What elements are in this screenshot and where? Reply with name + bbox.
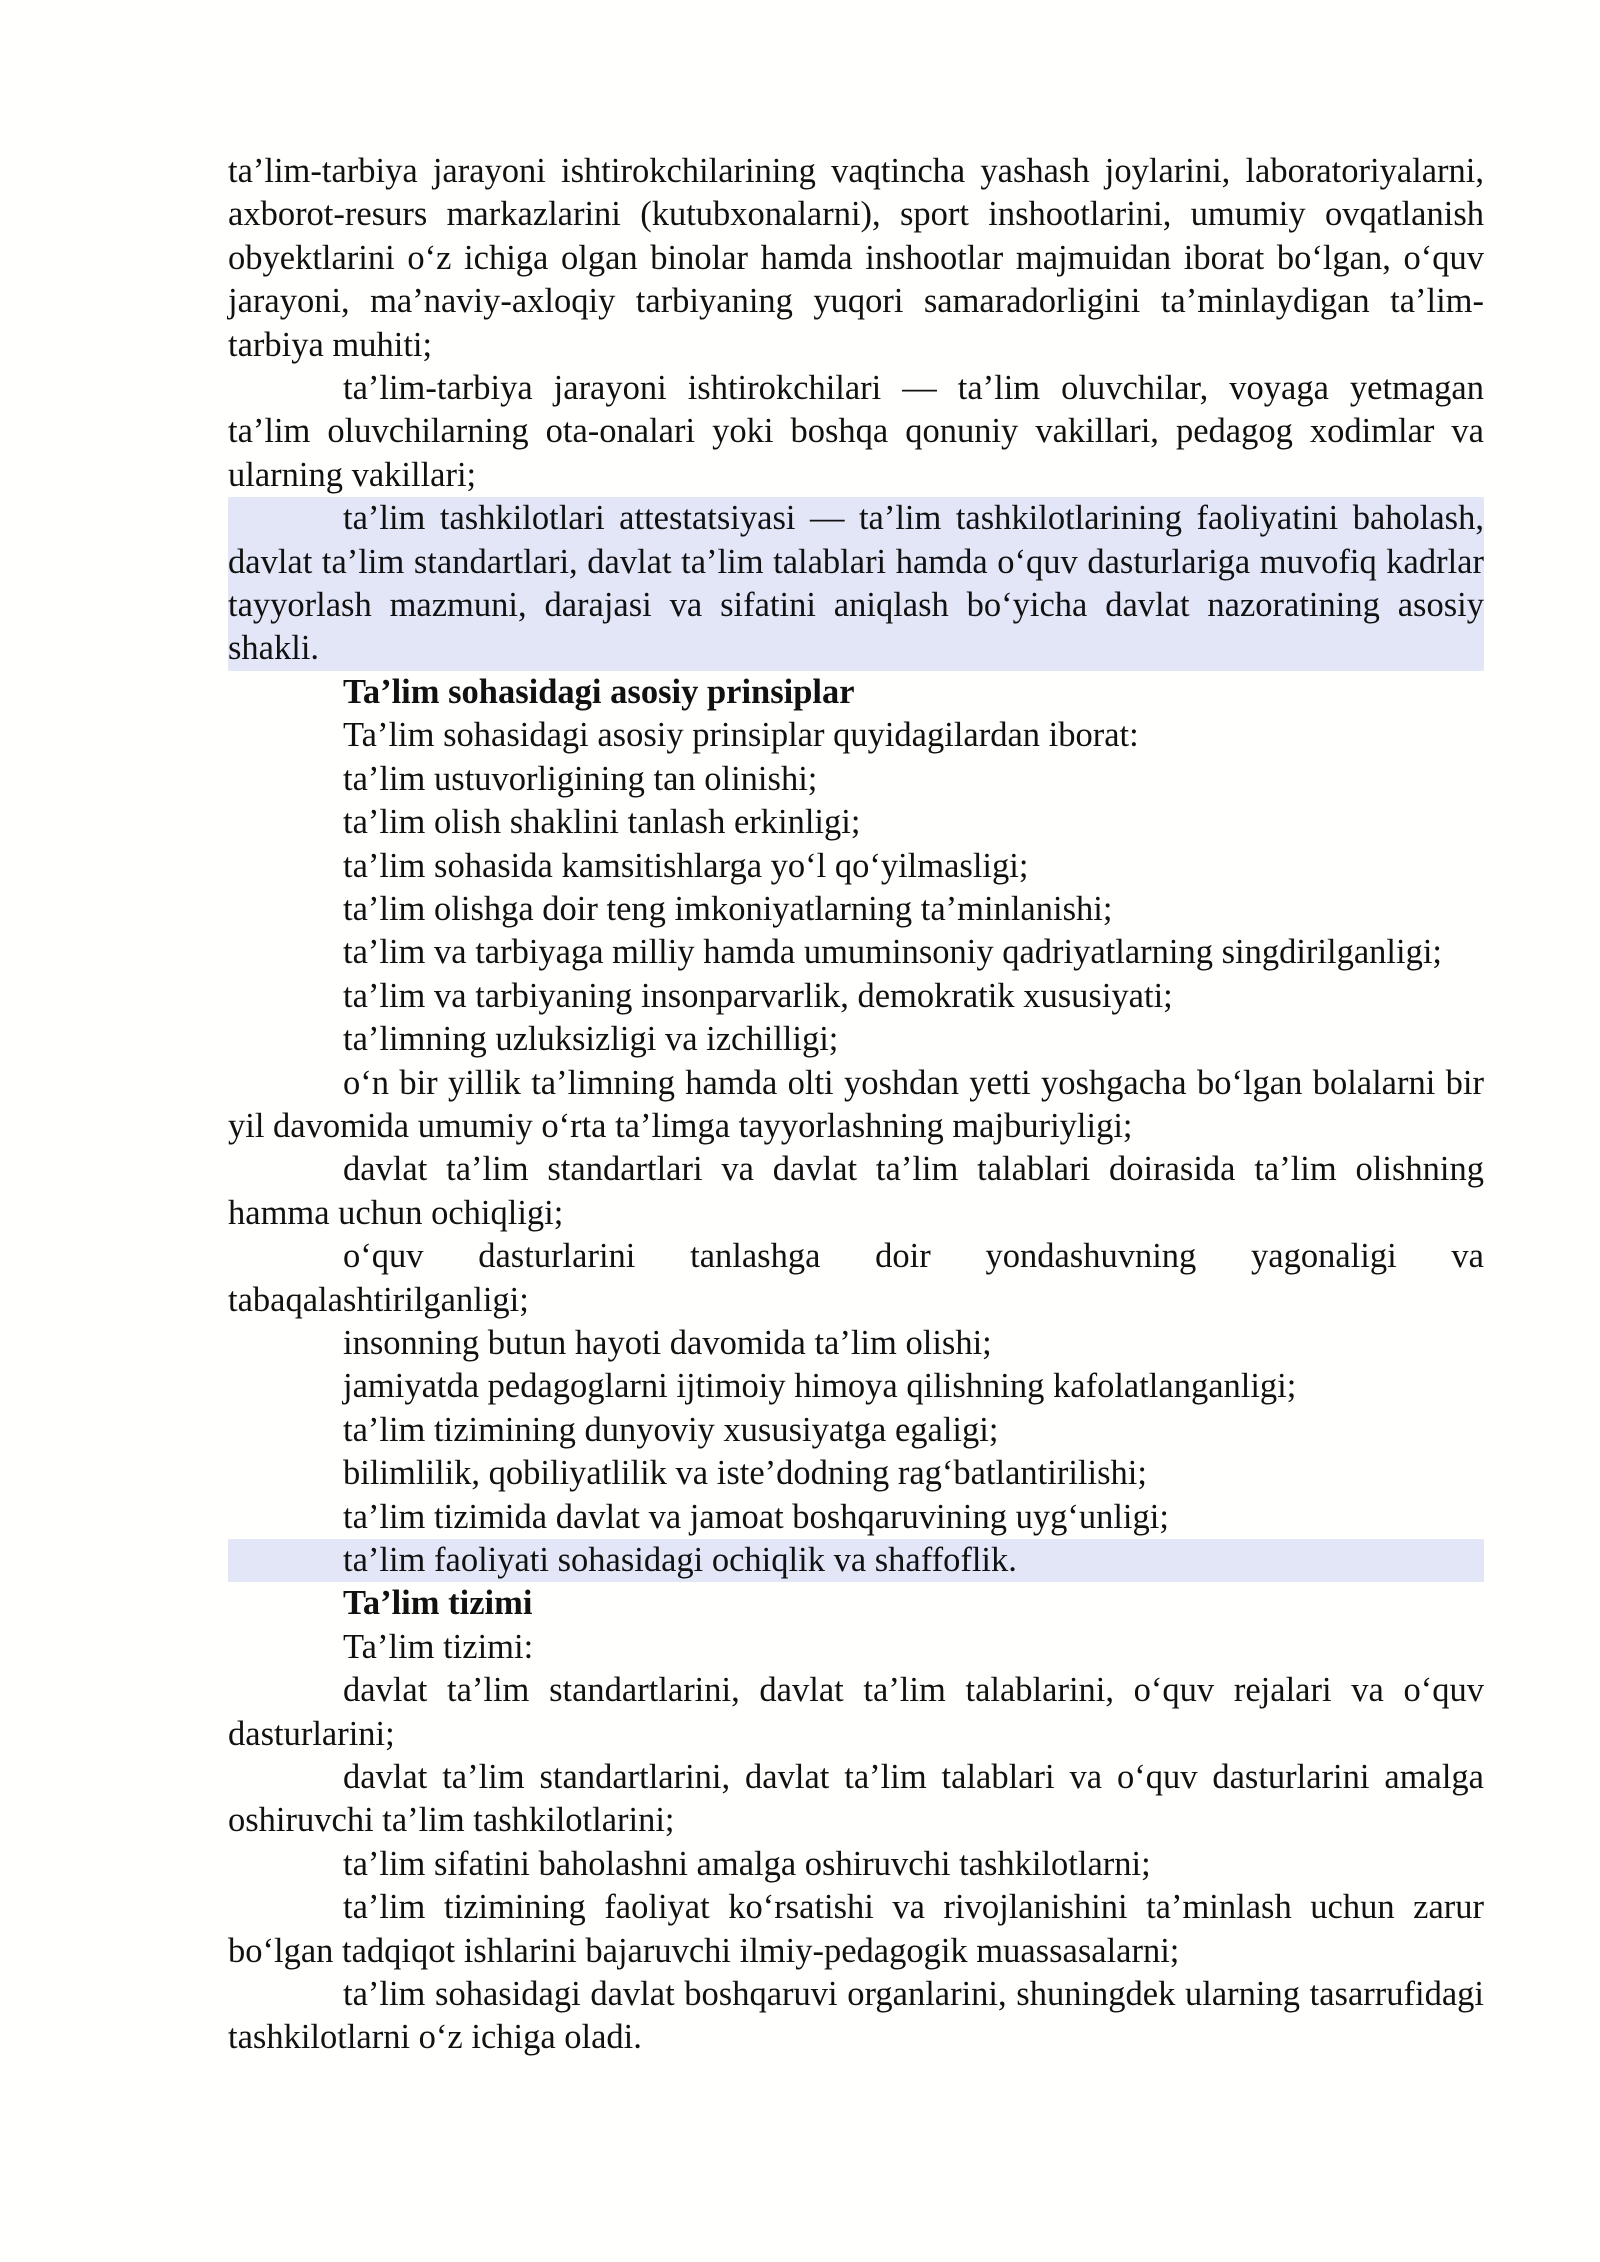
- principle-item: jamiyatda pedagoglarni ijtimoiy himoya qilishning kafolatlanganligi;: [343, 1367, 1297, 1406]
- principle-item: ta’limning uzluksizligi va izchilligi;: [343, 1020, 839, 1059]
- system-item: ta’lim sohasidagi davlat boshqaruvi organlarini, shuningdek ularning tasarrufidagi tashkilotlarni o‘z ichiga oladi.: [228, 1975, 1484, 2057]
- paragraph-system-intro: Ta’lim tizimi:: [343, 1627, 534, 1666]
- system-item: davlat ta’lim standartlarini, davlat ta’lim talablari va o‘quv dasturlarini amalga oshiruvchi ta’lim tashkilotlarini;: [228, 1758, 1484, 1840]
- principle-item: ta’lim olishga doir teng imkoniyatlarning ta’minlanishi;: [343, 889, 1113, 928]
- paragraph-learning-environment: ta’lim-tarbiya jarayoni ishtirokchilarining vaqtincha yashash joylarini, laboratoriyalarni, axborot-resurs markazlarini (kutubxonalarni), sport inshootlarini, umumiy ovqatlanish obyektlarini o‘z ichiga olgan binolar hamda inshootlar majmuidan iborat bo‘lgan, o‘quv jarayoni, ma’naviy-axloqiy tarbiyaning yuqori samaradorligini ta’minlaydigan ta’lim-tarbiya muhiti;: [228, 152, 1484, 364]
- paragraph-attestation-definition: ta’lim tashkilotlari attestatsiyasi — ta’lim tashkilotlarining faoliyatini baholash, davlat ta’lim standartlari, davlat ta’lim talablari hamda o‘quv dasturlariga muvofiq kadrlar tayyorlash mazmuni, darajasi va sifatini aniqlash bo‘yicha davlat nazoratining asosiy shakli.: [228, 497, 1484, 671]
- principle-item: ta’lim va tarbiyaning insonparvarlik, demokratik xususiyati;: [343, 976, 1173, 1015]
- principle-item: davlat ta’lim standartlari va davlat ta’lim talablari doirasida ta’lim olishning hamma uchun ochiqligi;: [228, 1150, 1484, 1232]
- system-item: davlat ta’lim standartlarini, davlat ta’lim talablarini, o‘quv rejalari va o‘quv dasturlarini;: [228, 1671, 1484, 1753]
- principle-item: bilimlilik, qobiliyatlilik va iste’dodning rag‘batlantirilishi;: [343, 1454, 1147, 1493]
- principle-item: insonning butun hayoti davomida ta’lim olishi;: [343, 1323, 992, 1362]
- principle-item-highlighted: ta’lim faoliyati sohasidagi ochiqlik va shaffoflik.: [228, 1539, 1484, 1582]
- principle-item: ta’lim tizimida davlat va jamoat boshqaruvining uyg‘unligi;: [343, 1497, 1169, 1536]
- principle-item: ta’lim sohasida kamsitishlarga yo‘l qo‘yilmasligi;: [343, 846, 1029, 885]
- principle-item: ta’lim va tarbiyaga milliy hamda umuminsoniy qadriyatlarning singdirilganligi;: [343, 933, 1442, 972]
- principle-item: ta’lim olish shaklini tanlash erkinligi;: [343, 803, 861, 842]
- principle-item: ta’lim ustuvorligining tan olinishi;: [343, 759, 818, 798]
- system-item: ta’lim tizimining faoliyat ko‘rsatishi va rivojlanishini ta’minlash uchun zarur bo‘lgan tadqiqot ishlarini bajaruvchi ilmiy-pedagogik muassasalarni;: [228, 1888, 1484, 1970]
- principle-item: ta’lim tizimining dunyoviy xususiyatga egaligi;: [343, 1410, 999, 1449]
- heading-basic-principles: Ta’lim sohasidagi asosiy prinsiplar: [343, 672, 855, 711]
- system-item: ta’lim sifatini baholashni amalga oshiruvchi tashkilotlarni;: [343, 1844, 1151, 1883]
- heading-education-system: Ta’lim tizimi: [343, 1584, 533, 1623]
- document-page: [228, 150, 1484, 2060]
- principle-item: o‘n bir yillik ta’limning hamda olti yoshdan yetti yoshgacha bo‘lgan bolalarni bir yil davomida umumiy o‘rta ta’limga tayyorlashning majburiyligi;: [228, 1063, 1484, 1145]
- paragraph-principles-intro: Ta’lim sohasidagi asosiy prinsiplar quyidagilardan iborat:: [343, 716, 1139, 755]
- paragraph-process-participants: ta’lim-tarbiya jarayoni ishtirokchilari — ta’lim oluvchilar, voyaga yetmagan ta’lim oluvchilarning ota-onalari yoki boshqa qonuniy vakillari, pedagog xodimlar va ularning vakillari;: [228, 369, 1484, 494]
- principle-item: o‘quv dasturlarini tanlashga doir yondashuvning yagonaligi va tabaqalashtirilganligi;: [228, 1237, 1484, 1319]
